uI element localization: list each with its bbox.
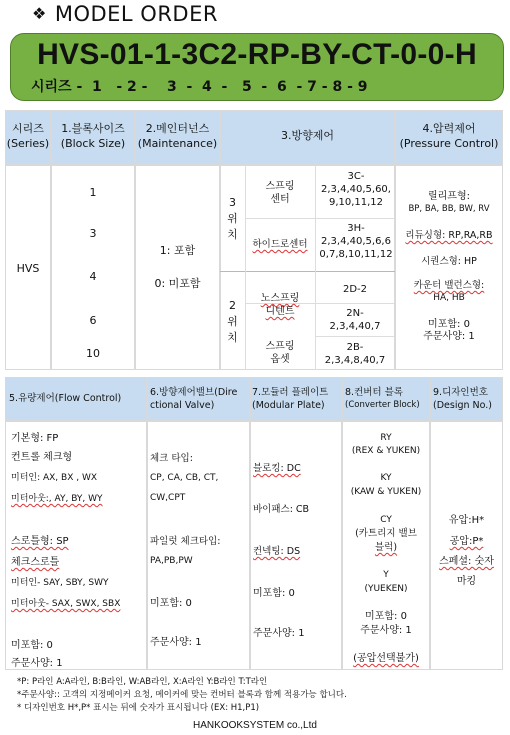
valve-check-codes-2: CW,CPT — [150, 493, 186, 503]
header-modular — [252, 386, 342, 412]
header-converter — [345, 386, 431, 412]
header-modular-en: (Modular Plate) — [252, 400, 325, 411]
header-valve-line2: ctional Valve) — [150, 400, 215, 411]
converter-no-pneumatic — [342, 652, 430, 665]
pressure-relief — [395, 190, 503, 216]
footnote-lines: *P: P라인 A:A라인, B:B라인, W:AB라인, X:A라인 Y:B라인 T:T라인 — [17, 677, 268, 687]
model-code: HVS-01-1-3C2-RP-BY-CT-0-0-H — [37, 38, 477, 71]
header-block-size — [51, 121, 135, 151]
page-title — [32, 2, 218, 26]
dir-codes-2b: 2B- 2,3,4,8,40,7 — [324, 342, 386, 366]
valve-pilot-codes: PA,PB,PW — [150, 556, 193, 566]
flow-meter-out: 미터아웃:, AY, BY, WY — [11, 494, 103, 504]
flow-meter-in: 미터인: AX, BX , WX — [11, 473, 98, 483]
dir-codes-2d: 2D-2 — [342, 284, 368, 295]
header-design — [433, 386, 503, 412]
design-pneumatic-text: 공압:P* — [449, 536, 484, 547]
pressure-counter-balance — [395, 279, 503, 305]
pressure-sequence — [395, 255, 503, 268]
modular-connecting: 컨넥팅: DS — [253, 546, 301, 557]
converter-y: Y — [383, 570, 389, 580]
converter-no-pneumatic-text: (공압선택불가) — [353, 653, 419, 664]
pressure-counter-codes: HA, HB — [433, 293, 465, 303]
pressure-custom-label: 주문사양: 1 — [423, 331, 475, 342]
converter-ry: RY — [380, 433, 392, 443]
flow-check-throttle: 체크스로틀 — [11, 557, 60, 568]
diamond-bullet-icon: ❖ — [32, 4, 47, 23]
converter-cy-desc-1: (카트리지 밸브 — [355, 528, 417, 539]
flow-control-check: 컨트롤 체크형 — [11, 452, 73, 463]
valve-check-codes-1: CP, CA, CB, CT, — [150, 473, 219, 483]
header-series-en: (Series) — [6, 137, 50, 150]
converter-ky: KY — [380, 473, 392, 483]
dir-type-hydro-center: 하이드로센터 — [252, 239, 308, 250]
pressure-reducing — [395, 229, 503, 242]
block-size-6: 6 — [89, 314, 97, 327]
converter-none: 미포함: 0 — [365, 611, 407, 622]
header-converter-en: (Converter Block) — [345, 400, 420, 410]
pressure-none-label: 미포함: 0 — [428, 319, 470, 330]
pressure-custom — [395, 330, 503, 343]
dir-type-spring-center: 스프링 센터 — [265, 181, 295, 205]
flow-none: 미포함: 0 — [11, 640, 53, 651]
pressure-relief-codes: BP, BA, BB, BW, RV — [408, 204, 490, 214]
modular-bypass: 바이패스: CB — [253, 504, 310, 515]
header-press-ko: 4.압력제어 — [422, 122, 476, 135]
dir-codes-3c: 3C- 2,3,4,40,5,60, 9,10,11,12 — [321, 171, 391, 208]
block-size-3: 3 — [89, 227, 97, 240]
header-design-ko: 9.디자인번호 — [433, 387, 488, 398]
header-maintenance — [135, 121, 220, 151]
header-modular-ko: 7.모듈러 플레이트 — [252, 387, 329, 398]
design-special-text: 스페셜: 숫자 — [439, 556, 494, 567]
converter-cy-desc-2 — [342, 541, 430, 554]
header-pressure — [395, 121, 503, 151]
dir-codes-2n: 2N- 2,3,4,40,7 — [329, 308, 381, 332]
header-direction: 3.방향제어 — [281, 129, 334, 142]
flow-throttle: 스로틀형: SP — [11, 536, 69, 547]
block-size-10: 10 — [86, 347, 100, 360]
header-press-en: (Pressure Control) — [399, 137, 499, 150]
flow-basic: 기본형: FP — [11, 433, 59, 444]
pressure-sequence-label: 시퀀스형: HP — [421, 256, 477, 267]
design-marking: 마킹 — [456, 576, 477, 587]
maint-include: 1: 포함 — [159, 244, 196, 257]
valve-pilot-check: 파일럿 체크타입: — [150, 536, 221, 547]
converter-cy-block-text: 블럭) — [374, 542, 398, 553]
company-name: HANKOOKSYSTEM co.,Ltd — [193, 720, 317, 731]
flow-meter-in-s: 미터인- SAY, SBY, SWY — [11, 578, 109, 588]
page-title-text: MODEL ORDER — [54, 2, 218, 26]
converter-cy: CY — [380, 515, 392, 525]
flow-meter-out-s: 미터아웃- SAX, SWX, SBX — [11, 599, 121, 609]
footnote-design-no: * 디자인번호 H*,P* 표시는 뒤에 숫자가 표시됩니다 (EX: H1,P1) — [17, 703, 260, 713]
pressure-relief-label: 릴리프형: — [427, 191, 470, 202]
dir-type-no-spring-detent: 노스프링 디텐트 — [260, 293, 300, 317]
series-position-line: 시리즈 - 1 - 2 - 3 - 4 - 5 - 6 - 7 - 8 - 9 — [31, 79, 368, 95]
block-size-1: 1 — [89, 186, 97, 199]
valve-none: 미포함: 0 — [150, 598, 192, 609]
header-block-en: (Block Size) — [60, 137, 126, 150]
design-special — [430, 555, 503, 568]
converter-custom: 주문사양: 1 — [360, 625, 412, 636]
header-converter-ko: 8.컨버터 블록 — [345, 387, 403, 398]
header-block-ko: 1.블록사이즈 — [61, 122, 125, 135]
header-maint-ko: 2.메인터넌스 — [145, 122, 210, 135]
flow-custom: 주문사양: 1 — [11, 658, 63, 669]
header-design-en: (Design No.) — [433, 400, 493, 411]
converter-ky-desc: (KAW & YUKEN) — [350, 487, 422, 497]
pressure-counter-label: 카운터 밸런스형: — [413, 280, 485, 291]
header-maint-en: (Maintenance) — [137, 137, 218, 150]
converter-y-desc: (YUEKEN) — [364, 584, 408, 594]
dir-2-position: 2 위 치 — [227, 299, 238, 344]
header-series-ko: 시리즈 — [12, 122, 44, 135]
valve-custom: 주문사양: 1 — [150, 637, 202, 648]
design-pneumatic — [430, 535, 503, 548]
dir-type-spring-offset: 스프링 옵셋 — [265, 341, 295, 365]
modular-custom: 주문사양: 1 — [253, 628, 305, 639]
converter-ry-desc: (REX & YUKEN) — [351, 446, 421, 456]
header-valve-line1: 6.방향제어밸브(Dire — [150, 387, 238, 398]
modular-blocking: 블로킹: DC — [253, 463, 301, 474]
header-valve — [150, 386, 250, 412]
footnote-custom-spec: *주문사양:: 고객의 지정메이커 요청, 메이커에 맞는 컨버터 블록과 함께 적용가능 합니다. — [17, 690, 347, 700]
dir-codes-3h: 3H- 2,3,4,40,5,6,6 0,7,8,10,11,12 — [319, 223, 393, 260]
valve-check-type: 체크 타입: — [150, 453, 193, 464]
dir-3-position: 3 위 치 — [227, 196, 238, 241]
design-hydraulic: 유압:H* — [448, 515, 485, 526]
model-code-banner — [10, 33, 504, 101]
header-series — [5, 121, 51, 151]
block-size-4: 4 — [89, 270, 97, 283]
pressure-reducing-label: 리듀싱형: RP,RA,RB — [405, 230, 493, 241]
header-flow: 5.유량제어(Flow Control) — [9, 393, 122, 404]
modular-none: 미포함: 0 — [253, 588, 295, 599]
series-value: HVS — [16, 262, 40, 275]
maint-exclude: 0: 미포함 — [154, 277, 201, 290]
